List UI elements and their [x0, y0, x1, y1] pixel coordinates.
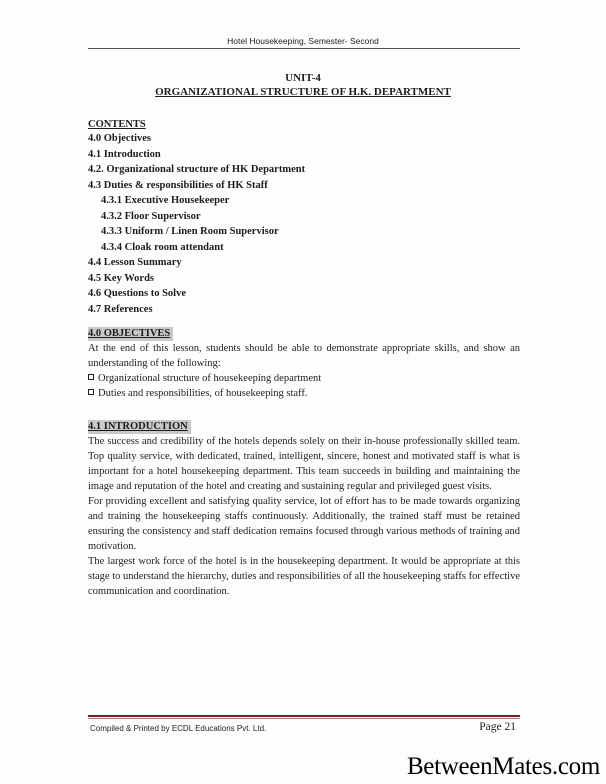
introduction-section: [88, 420, 520, 599]
watermark-text: BetweenMates.com: [406, 753, 600, 780]
toc-subitem: 4.3.2 Floor Supervisor: [101, 210, 201, 222]
footer-rule-thin: [88, 718, 520, 719]
header-rule: [88, 48, 520, 49]
toc-subitem: 4.3.4 Cloak room attendant: [101, 241, 224, 253]
toc-item: 4.0 Objectives: [88, 133, 151, 144]
unit-subtitle: ORGANIZATIONAL STRUCTURE OF H.K. DEPARTMENT: [155, 86, 451, 98]
objectives-intro: At the end of this lesson, students should be able to demonstrate appropriate skills, and show an understanding of the following:: [88, 343, 520, 369]
objectives-list: [88, 371, 520, 401]
objective-text: Organizational structure of housekeeping department: [98, 373, 322, 384]
contents-list: [88, 131, 528, 317]
square-bullet-icon: [88, 389, 94, 395]
toc-subitem: 4.3.1 Executive Housekeeper: [101, 195, 230, 206]
toc-item: 4.5 Key Words: [88, 272, 155, 284]
introduction-heading: 4.1 INTRODUCTION: [88, 420, 191, 434]
toc-item: 4.2. Organizational structure of HK Department: [88, 164, 306, 175]
contents-heading: CONTENTS: [88, 119, 146, 130]
introduction-paragraph: For providing excellent and satisfying quality service, lot of effort has to be made towards organizing and training the housekeeping staffs continuously. Additionally, the trained staff must be retained ensuring the consistency and staff dedication remains focused through various methods of training and motivation.: [88, 496, 520, 552]
objectives-heading: 4.0 OBJECTIVES: [88, 327, 173, 341]
running-header: Hotel Housekeeping, Semester- Second: [227, 36, 379, 46]
introduction-paragraph: The success and credibility of the hotels depends solely on their in-house professionally skilled team. Top quality service, with dedicated, trained, intelligent, sincere, honest and motivated staff is what is important for a hotel housekeeping department. This team succeeds in building and maintaining the image and reputation of the hotel and creating and sustaining regular and privileged guest visits.: [88, 436, 520, 492]
unit-title: UNIT-4: [285, 72, 321, 84]
toc-item: 4.7 References: [88, 303, 153, 315]
objective-item: [88, 371, 520, 386]
toc-item: 4.1 Introduction: [88, 148, 161, 160]
objective-text: Duties and responsibilities, of housekeeping staff.: [98, 388, 308, 399]
toc-subitem: 4.3.3 Uniform / Linen Room Supervisor: [101, 226, 279, 237]
toc-item: 4.6 Questions to Solve: [88, 288, 187, 299]
footer-publisher: Compiled & Printed by ECDL Educations Pvt. Ltd.: [90, 724, 267, 733]
toc-item: 4.4 Lesson Summary: [88, 257, 182, 268]
page-number: Page 21: [479, 721, 516, 733]
objective-item: [88, 386, 520, 401]
toc-item: 4.3 Duties & responsibilities of HK Staff: [88, 179, 268, 191]
square-bullet-icon: [88, 374, 94, 380]
introduction-paragraph: The largest work force of the hotel is in the housekeeping department. It would be appropriate at this stage to understand the hierarchy, duties and responsibilities of all the housekeeping staffs for effective communication and coordination.: [88, 556, 520, 597]
objectives-section: [88, 327, 520, 401]
contents-section: [88, 118, 528, 317]
footer-rule: [88, 715, 520, 717]
